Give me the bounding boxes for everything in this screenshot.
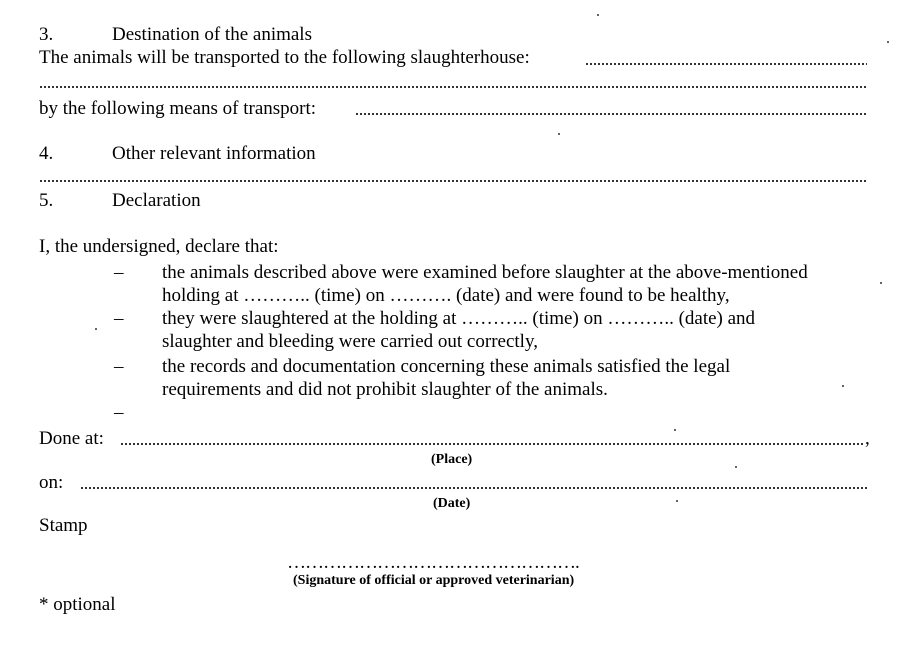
signature-caption: (Signature of official or approved veterinarian): [293, 573, 575, 588]
transport-line: by the following means of transport:: [39, 98, 317, 119]
signature-dots: ………………………………………….: [287, 552, 579, 573]
stamp-label: Stamp: [39, 515, 88, 536]
date-caption: (Date): [433, 496, 471, 511]
date-dotted-field: [80, 487, 867, 489]
scan-speck: [887, 41, 889, 43]
declaration-intro: I, the undersigned, declare that:: [39, 236, 279, 257]
slaughterhouse-line: The animals will be transported to the following slaughterhouse:: [39, 47, 530, 68]
dash-bullet: –: [114, 356, 124, 377]
declaration-item-1-line2: holding at ……….. (time) on ………. (date) and were found to be healthy,: [162, 285, 730, 306]
scan-speck: [842, 385, 844, 387]
scan-speck: [674, 429, 676, 431]
scan-speck: [676, 500, 678, 502]
on-label: on:: [39, 472, 64, 493]
declaration-item-2-line1: they were slaughtered at the holding at ……….. (time) on ……….. (date) and: [162, 308, 756, 329]
place-caption: (Place): [431, 452, 473, 467]
section4-number: 4.: [39, 143, 54, 164]
other-info-dotted-field: [39, 180, 867, 182]
declaration-item-2-line2: slaughter and bleeding were carried out correctly,: [162, 331, 538, 352]
section3-number: 3.: [39, 24, 54, 45]
dash-bullet: –: [114, 402, 124, 423]
section3-title: Destination of the animals: [112, 24, 312, 45]
scan-speck: [735, 466, 737, 468]
slaughterhouse-dotted-field: [585, 63, 867, 65]
done-at-comma: ,: [865, 428, 870, 449]
scan-speck: [597, 14, 599, 16]
place-dotted-field: [120, 443, 864, 445]
dash-bullet: –: [114, 262, 124, 283]
declaration-item-1-line1: the animals described above were examined before slaughter at the above-mentioned: [162, 262, 808, 283]
declaration-item-3-line1: the records and documentation concerning these animals satisfied the legal: [162, 356, 731, 377]
section4-title: Other relevant information: [112, 143, 316, 164]
scan-speck: [558, 133, 560, 135]
optional-footnote: * optional: [39, 594, 116, 615]
scan-speck: [95, 328, 97, 330]
declaration-item-3-line2: requirements and did not prohibit slaughter of the animals.: [162, 379, 608, 400]
slaughterhouse-dotted-field-continued: [39, 86, 867, 88]
transport-dotted-field: [355, 113, 867, 115]
section5-title: Declaration: [112, 190, 201, 211]
scan-speck: [880, 282, 882, 284]
dash-bullet: –: [114, 308, 124, 329]
done-at-label: Done at:: [39, 428, 104, 449]
section5-number: 5.: [39, 190, 54, 211]
